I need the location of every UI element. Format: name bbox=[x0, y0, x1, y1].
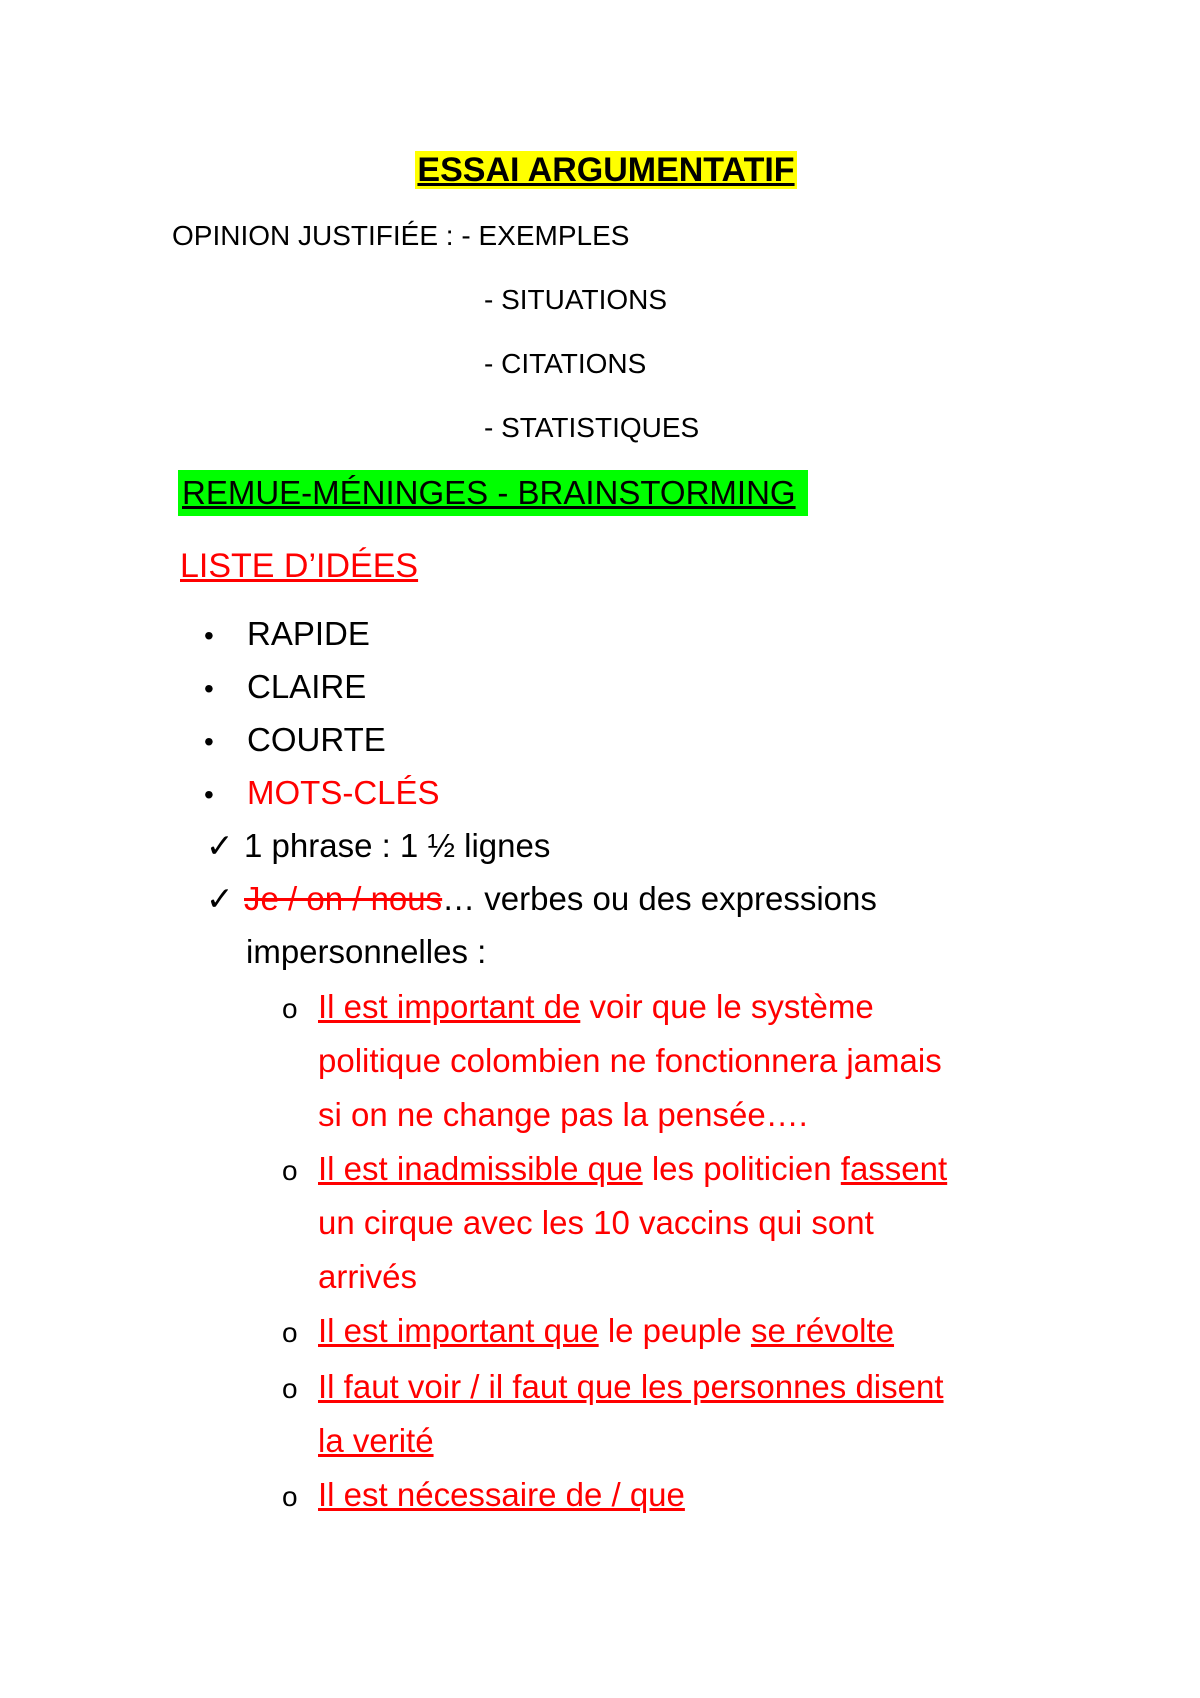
list-item-text: COURTE bbox=[247, 721, 386, 758]
checkmark-icon: ✓ bbox=[206, 827, 234, 864]
checkmark-icon: ✓ bbox=[206, 880, 234, 917]
example-phrase: Il est important de bbox=[318, 988, 581, 1025]
list-item-text: MOTS-CLÉS bbox=[247, 774, 440, 811]
bullet-icon: • bbox=[204, 620, 214, 651]
example-item bbox=[282, 1468, 685, 1524]
circle-bullet-icon: o bbox=[282, 1481, 298, 1512]
example-text: voir que le système bbox=[580, 988, 874, 1025]
opinion-label: OPINION JUSTIFIÉE : bbox=[172, 220, 462, 251]
example-continuation: si on ne change pas la pensée…. bbox=[318, 1096, 808, 1133]
opinion-item: - EXEMPLES bbox=[461, 220, 630, 251]
circle-bullet-icon: o bbox=[282, 1373, 298, 1404]
example-phrase: Il est nécessaire de / que bbox=[318, 1476, 685, 1513]
example-text: le peuple bbox=[598, 1312, 751, 1349]
example-item bbox=[282, 980, 874, 1036]
circle-bullet-icon: o bbox=[282, 993, 298, 1024]
brainstorm-heading: REMUE-MÉNINGES - BRAINSTORMING bbox=[178, 470, 808, 516]
example-text: les politicien bbox=[642, 1150, 841, 1187]
bullet-icon: • bbox=[204, 726, 214, 757]
example-continuation: arrivés bbox=[318, 1258, 418, 1295]
struck-text: Je / on / nous bbox=[244, 880, 443, 917]
list-item bbox=[204, 718, 386, 764]
check-item bbox=[206, 877, 877, 921]
opinion-item: - SITUATIONS bbox=[484, 284, 668, 315]
example-item bbox=[282, 1142, 947, 1198]
example-continuation: un cirque avec les 10 vaccins qui sont bbox=[318, 1204, 874, 1241]
example-item bbox=[282, 1360, 944, 1416]
example-continuation: politique colombien ne fonctionnera jamais bbox=[318, 1042, 942, 1079]
opinion-item: - STATISTIQUES bbox=[484, 412, 700, 443]
example-phrase: fassent bbox=[840, 1150, 948, 1187]
list-item bbox=[204, 665, 366, 711]
liste-heading: LISTE D’IDÉES bbox=[180, 547, 419, 585]
circle-bullet-icon: o bbox=[282, 1155, 298, 1186]
list-item-text: RAPIDE bbox=[247, 615, 370, 652]
title-text: ESSAI ARGUMENTATIF bbox=[417, 151, 795, 189]
example-item bbox=[282, 1304, 894, 1360]
page-title bbox=[0, 148, 1200, 192]
opinion-item: - CITATIONS bbox=[484, 348, 647, 379]
example-phrase: se révolte bbox=[750, 1312, 895, 1349]
example-phrase: Il est important que bbox=[318, 1312, 599, 1349]
check-item-continuation: impersonnelles : bbox=[246, 933, 487, 970]
bullet-icon: • bbox=[204, 673, 214, 704]
example-phrase: Il est inadmissible que bbox=[318, 1150, 643, 1187]
opinion-line bbox=[172, 218, 629, 254]
check-item-text: 1 phrase : 1 ½ lignes bbox=[244, 827, 551, 864]
list-item-text: CLAIRE bbox=[247, 668, 367, 705]
circle-bullet-icon: o bbox=[282, 1317, 298, 1348]
example-continuation: la verité bbox=[318, 1422, 434, 1459]
bullet-icon: • bbox=[204, 779, 214, 810]
list-item bbox=[204, 771, 440, 817]
example-phrase: Il faut voir / il faut que les personnes disent bbox=[318, 1368, 944, 1405]
check-item bbox=[206, 824, 550, 868]
list-item bbox=[204, 612, 370, 658]
check-item-text: … verbes ou des expressions bbox=[442, 880, 877, 917]
